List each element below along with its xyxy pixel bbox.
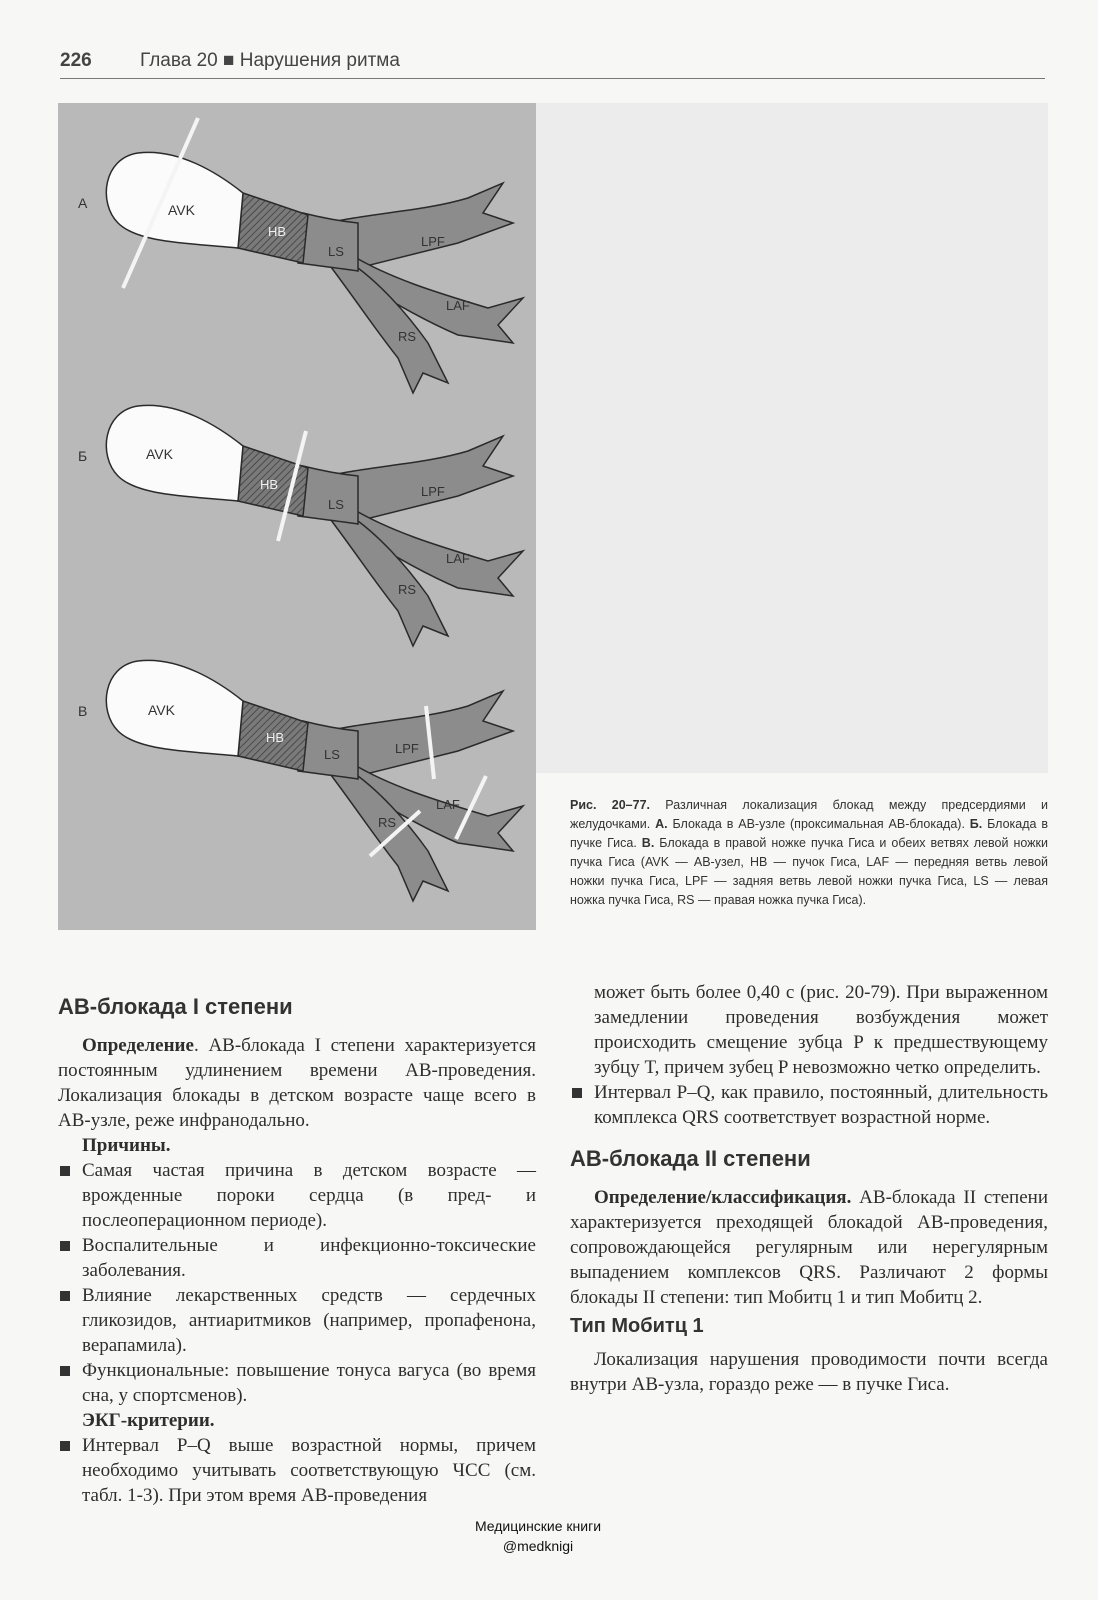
ecg-criteria-label: ЭКГ-критерии.: [82, 1410, 215, 1431]
left-column: [58, 994, 536, 1508]
definition-label: Определение: [82, 1035, 194, 1056]
caption-b-text: Блокада в пучке Гиса.: [570, 817, 1048, 850]
row-c-lpf: LPF: [395, 741, 419, 756]
row-c-hb: HB: [266, 730, 285, 745]
row-c-laf: LAF: [436, 797, 460, 812]
footer-line-1: Медицинские книги: [474, 1518, 602, 1534]
list-item: Воспалительные и инфекционно-токсические заболевания.: [58, 1233, 536, 1283]
causes-list: [58, 1158, 536, 1408]
list-item: Самая частая причина в детском возрасте — врожденные пороки сердца (в пред- и послеоперационном периоде).: [58, 1158, 536, 1233]
row-c-ls: LS: [324, 747, 340, 762]
causes-label: Причины.: [82, 1135, 171, 1156]
mobitz-paragraph: Локализация нарушения проводимости почти всегда внутри АВ-узла, гораздо реже — в пучке Гиса.: [570, 1349, 1048, 1395]
row-a-avk: AVK: [168, 202, 195, 218]
definition-text: . АВ-блокада I степени характеризуется постоянным удлинением времени АВ-проведения. Локализация блокады в детском возрасте чаще всего в АВ-узле, реже инфранодально.: [58, 1035, 536, 1131]
subsection-heading-mobitz1: Тип Мобитц 1: [570, 1315, 704, 1337]
row-a: [78, 118, 523, 393]
row-c-letter: В: [78, 703, 88, 719]
ecg-list: [58, 1433, 536, 1508]
footer: [0, 1516, 1076, 1556]
definition-paragraph: [58, 1033, 536, 1133]
caption-label: Рис. 20–77.: [570, 798, 650, 812]
row-a-letter: А: [78, 195, 88, 211]
continuation-paragraph: может быть более 0,40 с (рис. 20-79). При выраженном замедлении проведения возбуждения может происходить смещение зубца P к предшествующему зубцу T, причем зубец P невозможно четко определить.: [594, 982, 1048, 1078]
list-item: Влияние лекарственных средств — сердечных гликозидов, антиаритмиков (например, пропафенона, верапамила).: [58, 1283, 536, 1358]
row-b-lpf: LPF: [421, 484, 445, 499]
figure-background: [536, 103, 1048, 773]
page-header: [60, 48, 1045, 79]
row-b-rs: RS: [398, 582, 417, 597]
figure-caption: [570, 796, 1048, 910]
row-b-ls: LS: [328, 497, 344, 512]
classification-label: Определение/классификация.: [594, 1187, 852, 1208]
footer-line-2: @medknigi: [502, 1538, 574, 1554]
row-b-avk: AVK: [146, 446, 173, 462]
caption-c-text: Блокада в правой ножке пучка Гиса и обеих ветвях левой ножки пучка Гиса (AVK — АВ-узел, HB — пучок Гиса, LAF — передняя ветвь левой ножки пучка Гиса, LPF — задняя ветвь левой ножки пучка Гиса, LS — левая ножка пучка Гиса, RS — правая ножка пучка Гиса).: [570, 836, 1048, 907]
caption-c-label: В.: [641, 836, 655, 850]
row-b-letter: Б: [78, 448, 88, 464]
row-a-ls: LS: [328, 244, 344, 259]
row-a-hb: HB: [268, 224, 287, 239]
row-b-hb: HB: [260, 477, 279, 492]
row-c: [78, 660, 523, 901]
list-item: Интервал P–Q выше возрастной нормы, причем необходимо учитывать соответствующую ЧСС (см. табл. 1-3). При этом время АВ-проведения: [58, 1433, 536, 1508]
caption-a-label: А.: [655, 817, 668, 831]
row-a-laf: LAF: [446, 298, 470, 313]
ecg-list-continued: [570, 1080, 1048, 1130]
page-number: 226: [60, 50, 92, 71]
figure-panel: [58, 103, 536, 930]
caption-a-text: Блокада в АВ-узле (проксимальная АВ-блокада).: [667, 817, 970, 831]
row-c-avk: AVK: [148, 702, 175, 718]
row-a-rs: RS: [398, 329, 417, 344]
classification-paragraph: [570, 1185, 1048, 1310]
section-heading-av2: АВ-блокада II степени: [570, 1146, 811, 1171]
list-item: Интервал P–Q, как правило, постоянный, длительность комплекса QRS соответствует возрастной норме.: [570, 1080, 1048, 1130]
caption-text: Различная локализация блокад между предсердиями и желудочками.: [570, 798, 1048, 831]
row-b-laf: LAF: [446, 551, 470, 566]
section-heading-av1: АВ-блокада I степени: [58, 994, 293, 1019]
row-b: [78, 405, 523, 646]
row-c-rs: RS: [378, 815, 397, 830]
list-item: Функциональные: повышение тонуса вагуса (во время сна, у спортсменов).: [58, 1358, 536, 1408]
conduction-diagram: [58, 103, 536, 930]
classification-text: АВ-блокада II степени характеризуется преходящей блокадой АВ-проведения, сопровождающейся регулярным или нерегулярным выпадением комплексов QRS. Различают 2 формы блокады II степени: тип Мобитц 1 и тип Мобитц 2.: [570, 1187, 1048, 1308]
row-a-lpf: LPF: [421, 234, 445, 249]
chapter-title: Глава 20 ■ Нарушения ритма: [140, 50, 400, 71]
right-column: [570, 980, 1048, 1397]
caption-b-label: Б.: [969, 817, 983, 831]
